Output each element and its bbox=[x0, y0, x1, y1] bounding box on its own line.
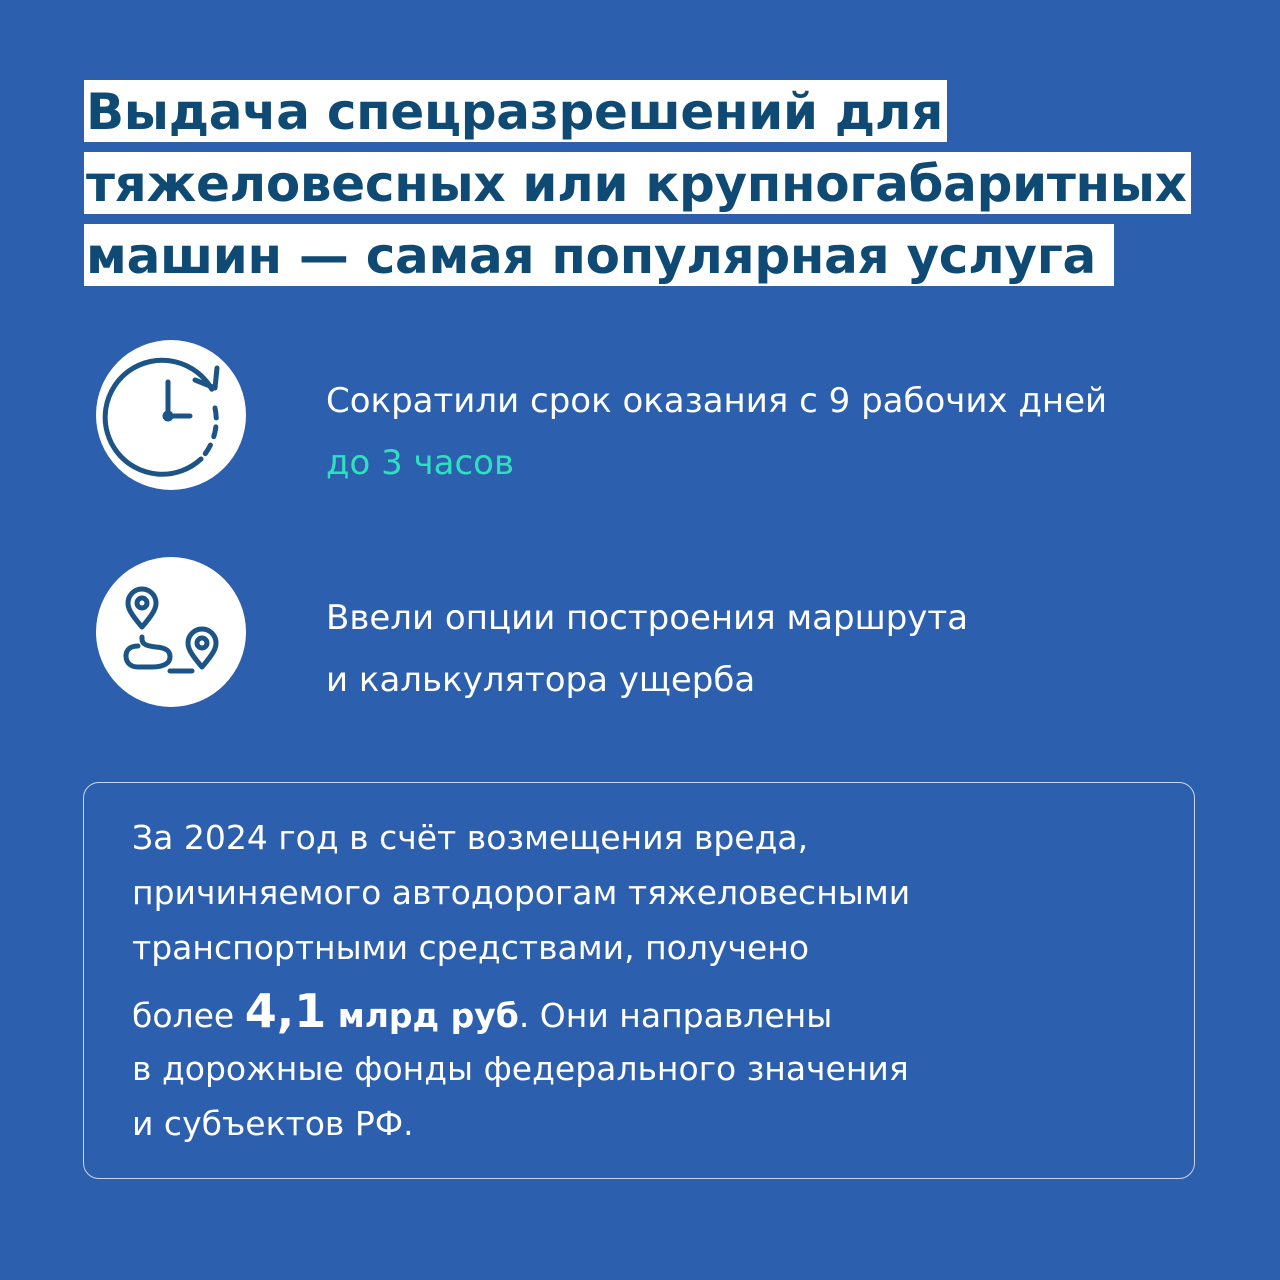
item-1-line-1: Сократили срок оказания с 9 рабочих дней bbox=[326, 381, 1108, 421]
item-2-line-1: Ввели опции построения маршрута bbox=[326, 598, 969, 638]
title-line-3: машин — самая популярная услуга bbox=[84, 224, 1114, 286]
info-box-text bbox=[132, 810, 910, 1151]
info-amount: 4,1 bbox=[244, 984, 327, 1038]
title-line-1: Выдача спецразрешений для bbox=[84, 80, 947, 142]
info-line-6: и субъектов РФ. bbox=[132, 1104, 414, 1143]
info-line-4-prefix: более bbox=[132, 996, 245, 1035]
item-1-accent: до 3 часов bbox=[326, 443, 515, 483]
route-icon-circle bbox=[96, 557, 246, 707]
item-2-line-2: и калькулятора ущерба bbox=[326, 660, 756, 700]
info-line-5: в дорожные фонды федерального значения bbox=[132, 1049, 909, 1088]
info-line-2: причиняемого автодорогам тяжеловесными bbox=[132, 873, 911, 912]
info-line-4-suffix: . Они направлены bbox=[518, 996, 833, 1035]
clock-icon-circle bbox=[96, 340, 246, 490]
info-line-1: За 2024 год в счёт возмещения вреда, bbox=[132, 818, 809, 857]
clock-icon bbox=[96, 340, 246, 490]
info-unit: млрд руб bbox=[326, 996, 519, 1035]
title-line-2: тяжеловесных или крупногабаритных bbox=[84, 152, 1191, 214]
item-2-text bbox=[326, 587, 968, 711]
info-line-4 bbox=[132, 975, 910, 1041]
route-icon bbox=[96, 557, 246, 707]
page-title bbox=[84, 80, 1264, 296]
item-1-text bbox=[326, 370, 1107, 494]
info-line-3: транспортными средствами, получено bbox=[132, 928, 810, 967]
